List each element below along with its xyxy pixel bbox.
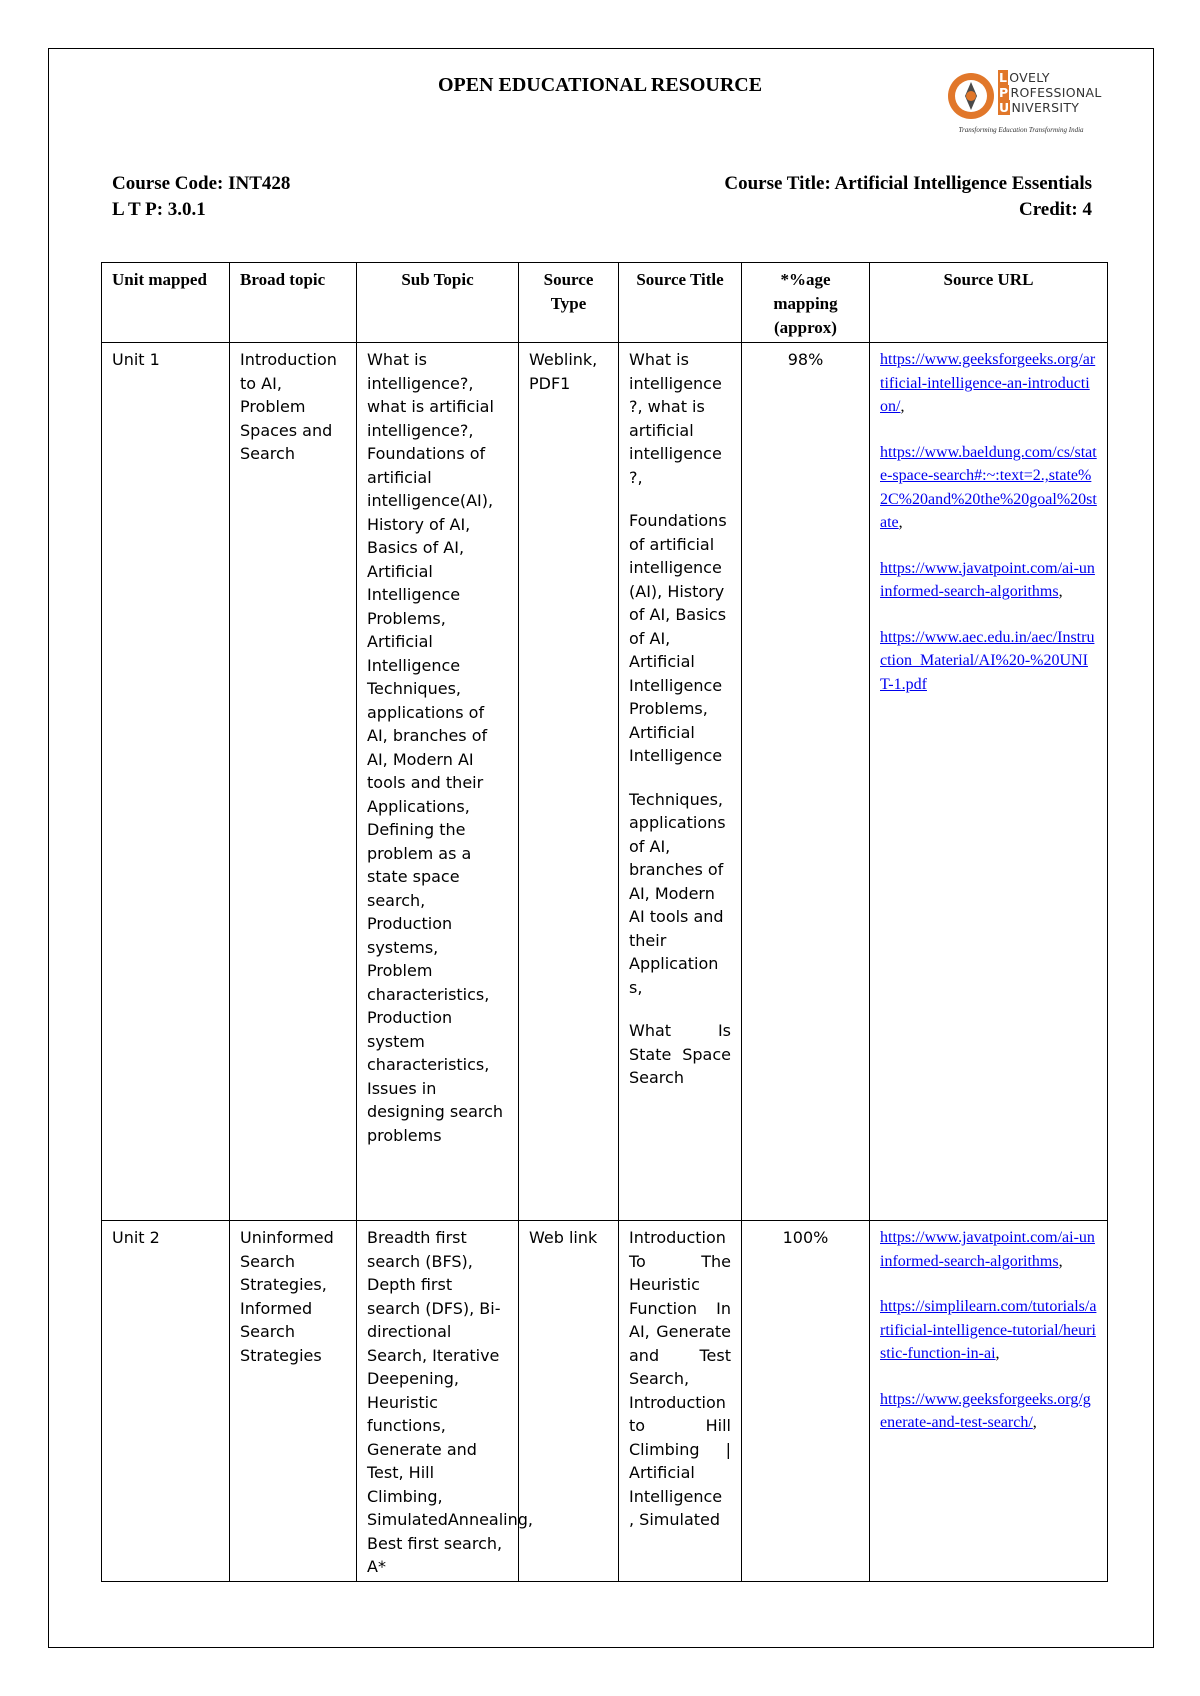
table-row — [102, 1221, 1108, 1582]
mapping-cell: 98% — [742, 343, 870, 1221]
header-source-title: Source Title — [619, 263, 742, 343]
university-logo — [946, 68, 1102, 140]
url-separator: , — [1032, 1414, 1037, 1431]
broad-topic-cell: Introduction to AI, Problem Spaces and Search — [230, 343, 357, 1221]
source-url-link[interactable]: https://simplilearn.com/tutorials/artificial-intelligence-tutorial/heuristic-function-in-ai — [880, 1298, 1097, 1362]
table-row — [102, 343, 1108, 1221]
source-url-link[interactable]: https://www.aec.edu.in/aec/Instruction_Material/AI%20-%20UNIT-1.pdf — [880, 628, 1095, 693]
table-header-row — [102, 263, 1108, 343]
source-url-link[interactable]: https://www.javatpoint.com/ai-uninformed-search-algorithms — [880, 559, 1095, 600]
source-url-link[interactable]: https://www.javatpoint.com/ai-uninformed-search-algorithms — [880, 1229, 1095, 1270]
source-type-cell: Weblink, PDF1 — [519, 343, 619, 1221]
source-title-part: Introduction To The Heuristic Function In AI, Generate and Test Search, Introduction to Hill Climbing | Artificial Intelligence , Simulated — [629, 1228, 731, 1529]
header-source-type: Source Type — [519, 263, 619, 343]
course-title: Course Title: Artificial Intelligence Essentials — [724, 173, 1092, 194]
broad-topic-cell: Uninformed Search Strategies, Informed Search Strategies — [230, 1221, 357, 1582]
header-broad-topic: Broad topic — [230, 263, 357, 343]
course-meta-left — [112, 171, 290, 223]
university-emblem-icon — [946, 68, 996, 124]
oer-table — [101, 262, 1108, 1582]
course-meta-right — [724, 171, 1092, 223]
source-url-link[interactable]: https://www.geeksforgeeks.org/generate-and-test-search/ — [880, 1390, 1091, 1431]
header-mapping: *%age mapping (approx) — [742, 263, 870, 343]
source-title-part: What is intelligence ?, what is artificial intelligence ?, — [629, 350, 722, 487]
url-separator: , — [1058, 1252, 1063, 1270]
mapping-cell: 100% — [742, 1221, 870, 1582]
ltp: L T P: 3.0.1 — [112, 199, 206, 220]
source-title-part: Foundations of artificial intelligence (AI), History of AI, Basics of AI, Artificial Intelligence Problems, Artificial Intelligence — [629, 511, 727, 765]
source-url-cell — [870, 343, 1108, 1221]
source-title-part: What Is State Space Search — [629, 1021, 731, 1087]
source-url-cell — [870, 1221, 1108, 1582]
course-code: Course Code: INT428 — [112, 173, 291, 194]
university-tagline: Transforming Education Transforming India — [958, 126, 1084, 134]
source-type-cell: Web link — [519, 1221, 619, 1582]
source-title-cell — [619, 1221, 742, 1582]
url-separator: , — [995, 1345, 1000, 1362]
unit-cell: Unit 2 — [102, 1221, 230, 1582]
credit: Credit: 4 — [1019, 199, 1092, 220]
source-url-link[interactable]: https://www.geeksforgeeks.org/artificial-intelligence-an-introduction/ — [880, 351, 1096, 415]
university-name: L OVELY P ROFESSIONAL U NIVERSITY — [999, 70, 1102, 115]
sub-topic-cell: Breadth first search (BFS), Depth first search (DFS), Bi-directional Search, Iterative Deepening, Heuristic functions, Generate and Test, Hill Climbing, SimulatedAnnealing, Best first search, A* — [357, 1221, 519, 1582]
header-sub-topic: Sub Topic — [357, 263, 519, 343]
source-url-link[interactable]: https://www.baeldung.com/cs/state-space-search#:~:text=2.,state%2C%20and%20the%20goal%20state — [880, 443, 1097, 531]
unit-cell: Unit 1 — [102, 343, 230, 1221]
header-source-url: Source URL — [870, 263, 1108, 343]
header-unit: Unit mapped — [102, 263, 230, 343]
source-title-part: Techniques, applications of AI, branches of AI, Modern AI tools and their Application s, — [629, 789, 726, 997]
url-separator: , — [898, 514, 903, 531]
url-separator: , — [900, 398, 905, 415]
sub-topic-cell: What is intelligence?, what is artificial intelligence?, Foundations of artificial intelligence(AI), History of AI, Basics of AI, Artificial Intelligence Problems, Artificial Intelligence Techniques, applications of AI, branches of AI, Modern AI tools and their Applications, Defining the problem as a state space search, Production systems, Problem characteristics, Production system characteristics, Issues in designing search problems — [357, 343, 519, 1221]
document-title: OPEN EDUCATIONAL RESOURCE — [437, 74, 763, 96]
url-separator: , — [1058, 583, 1063, 600]
source-title-cell — [619, 343, 742, 1221]
